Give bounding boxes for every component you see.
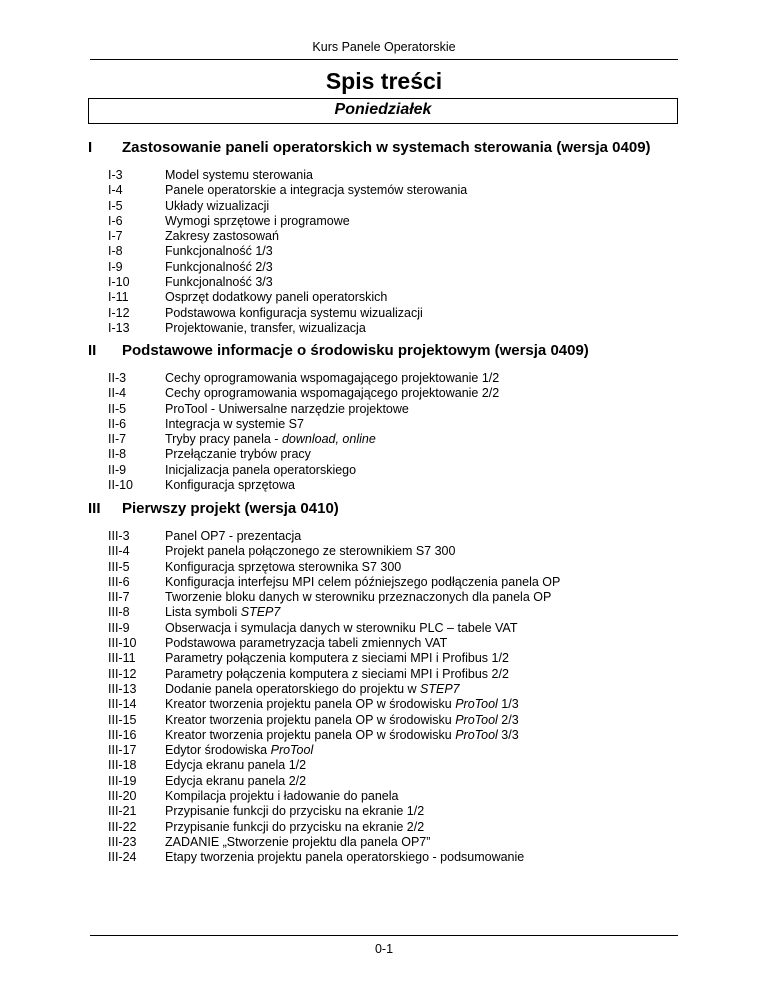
entry-page-ref: II-10: [108, 478, 134, 493]
entry-title-italic: ProTool: [455, 727, 498, 742]
entry-title: [165, 774, 306, 789]
entry-title: [165, 244, 273, 259]
entry-page-ref: III-11: [108, 651, 136, 666]
toc-entry: [88, 713, 688, 728]
entry-title: [165, 183, 467, 198]
toc-entry: [88, 199, 688, 214]
page-number: 0-1: [374, 942, 394, 956]
entry-title: [165, 199, 269, 214]
entry-page-ref: I-5: [108, 198, 123, 213]
entry-title: [165, 260, 273, 275]
entry-title-part: Przypisanie funkcji do przycisku na ekranie 2/2: [165, 819, 425, 834]
entry-title: [165, 432, 376, 447]
toc-entry: [88, 244, 688, 259]
toc-entry: [88, 260, 688, 275]
entry-page-ref: III-14: [108, 697, 137, 712]
entry-title: [165, 682, 460, 697]
toc-entry: [88, 306, 688, 321]
toc-entry: [88, 682, 688, 697]
entry-title: [165, 758, 306, 773]
entry-page-ref: I-8: [108, 244, 123, 259]
entry-title: [165, 636, 447, 651]
toc-entry: [88, 183, 688, 198]
toc-entry: [88, 667, 688, 682]
toc-entry: [88, 804, 688, 819]
entry-page-ref: II-3: [108, 371, 127, 385]
toc-entry: [88, 275, 688, 290]
entry-title: [165, 478, 295, 493]
entry-page-ref: I-6: [108, 213, 123, 228]
toc-entry: [88, 575, 688, 590]
entry-title-italic: download, online: [281, 432, 376, 447]
entry-title-part: Funkcjonalność 1/3: [165, 244, 273, 259]
entry-page-ref: III-21: [108, 804, 137, 819]
entry-title-part: Przełączanie trybów pracy: [165, 447, 311, 462]
section-heading: [88, 342, 688, 364]
entry-title-part: 2/3: [497, 712, 519, 727]
entry-title-part: Parametry połączenia komputera z sieciami MPI i Profibus 2/2: [165, 666, 509, 681]
entry-title: [165, 371, 499, 386]
entry-title: [165, 651, 509, 666]
entry-page-ref: III-3: [108, 529, 130, 543]
entry-title: [165, 789, 398, 804]
entry-title-part: 3/3: [497, 727, 519, 742]
entry-page-ref: II-9: [108, 462, 127, 477]
entry-title-part: Tworzenie bloku danych w sterowniku przeznaczonych dla panela OP: [165, 590, 552, 605]
entry-title: [165, 697, 519, 712]
toc-entry: [88, 290, 688, 305]
entry-title-part: Kreator tworzenia projektu panela OP w środowisku: [165, 727, 456, 742]
entry-page-ref: III-12: [108, 666, 137, 681]
entry-page-ref: I-3: [108, 168, 123, 182]
entry-title-part: Układy wizualizacji: [165, 198, 270, 213]
toc-entry: [88, 560, 688, 575]
entry-page-ref: III-7: [108, 590, 130, 605]
entry-title-part: Funkcjonalność 3/3: [165, 275, 273, 290]
day-banner: [88, 98, 678, 124]
entry-page-ref: III-8: [108, 605, 130, 620]
footer-rule: [90, 935, 678, 936]
entry-title-part: Edycja ekranu panela 2/2: [165, 773, 307, 788]
entry-page-ref: III-22: [108, 819, 137, 834]
running-header: Kurs Panele Operatorskie: [312, 40, 456, 54]
section-number: III: [88, 500, 101, 517]
section-entries: [88, 529, 688, 866]
entry-title-part: Wymogi sprzętowe i programowe: [165, 213, 350, 228]
entry-page-ref: II-8: [108, 447, 127, 462]
section-entries: [88, 168, 688, 336]
toc-entry: [88, 417, 688, 432]
section-title: Zastosowanie paneli operatorskich w systemach sterowania (wersja 0409): [122, 139, 651, 156]
entry-title: [165, 306, 423, 321]
entry-title: [165, 560, 401, 575]
entry-title: [165, 529, 301, 544]
entry-page-ref: III-19: [108, 773, 137, 788]
toc-entry: [88, 590, 688, 605]
toc-entry: [88, 229, 688, 244]
toc-section-3: [88, 500, 688, 866]
entry-page-ref: III-13: [108, 681, 137, 696]
entry-title-part: Projekt panela połączonego ze sterownikiem S7 300: [165, 544, 456, 559]
entry-title-part: Przypisanie funkcji do przycisku na ekranie 1/2: [165, 804, 425, 819]
toc-entry: [88, 774, 688, 789]
entry-title-part: Konfiguracja sprzętowa: [165, 478, 295, 493]
toc-entry: [88, 697, 688, 712]
entry-title-part: Tryby pracy panela -: [165, 432, 282, 447]
entry-page-ref: III-6: [108, 574, 130, 589]
entry-title: [165, 590, 551, 605]
toc-entry: [88, 478, 688, 493]
toc-section-1: [88, 139, 688, 336]
section-number: I: [88, 139, 93, 156]
entry-page-ref: I-10: [108, 275, 130, 290]
entry-title: [165, 544, 455, 559]
entry-page-ref: I-13: [108, 320, 130, 335]
entry-page-ref: III-15: [108, 712, 137, 727]
entry-title-part: Podstawowa konfiguracja systemu wizualizacji: [165, 305, 423, 320]
entry-page-ref: I-11: [108, 290, 129, 305]
toc-entry: [88, 636, 688, 651]
entry-title-part: Kreator tworzenia projektu panela OP w środowisku: [165, 712, 456, 727]
toc-entry: [88, 371, 688, 386]
toc-entry: [88, 168, 688, 183]
entry-page-ref: III-20: [108, 789, 137, 804]
entry-title-part: Kompilacja projektu i ładowanie do panela: [165, 789, 399, 804]
entry-title-part: 1/3: [497, 697, 519, 712]
entry-page-ref: II-7: [108, 432, 127, 447]
entry-title-part: Inicjalizacja panela operatorskiego: [165, 462, 357, 477]
entry-title: [165, 820, 424, 835]
entry-title-part: Zakresy zastosowań: [165, 229, 279, 244]
entry-page-ref: I-9: [108, 259, 123, 274]
entry-title-part: Parametry połączenia komputera z sieciami MPI i Profibus 1/2: [165, 651, 509, 666]
entry-title-italic: ProTool: [270, 743, 314, 758]
entry-title-part: Edycja ekranu panela 1/2: [165, 758, 307, 773]
toc-entry: [88, 447, 688, 462]
entry-page-ref: III-16: [108, 727, 137, 742]
entry-title-part: Kreator tworzenia projektu panela OP w środowisku: [165, 697, 456, 712]
entry-page-ref: I-7: [108, 229, 123, 244]
entry-title: [165, 804, 424, 819]
day-label: Poniedziałek: [334, 101, 432, 118]
entry-title: [165, 621, 517, 636]
entry-title: [165, 575, 560, 590]
header-rule: [90, 59, 678, 60]
entry-page-ref: I-12: [108, 305, 130, 320]
entry-title: [165, 835, 430, 850]
entry-title: [165, 275, 273, 290]
entry-title-italic: STEP7: [240, 605, 281, 620]
entry-title-part: Panele operatorskie a integracja systemów sterowania: [165, 183, 468, 198]
entry-title-part: Osprzęt dodatkowy paneli operatorskich: [165, 290, 388, 305]
entry-title-italic: ProTool: [455, 697, 498, 712]
entry-page-ref: III-5: [108, 559, 130, 574]
entry-page-ref: III-18: [108, 758, 137, 773]
entry-title-part: Lista symboli: [165, 605, 241, 620]
toc-entry: [88, 789, 688, 804]
toc-entry: [88, 835, 688, 850]
entry-title-part: ProTool - Uniwersalne narzędzie projektowe: [165, 401, 409, 416]
entry-title-part: Edytor środowiska: [165, 743, 271, 758]
entry-title: [165, 290, 387, 305]
entry-title: [165, 229, 279, 244]
entry-title-part: ZADANIE „Stworzenie projektu dla panela OP7”: [165, 834, 431, 849]
toc-entry: [88, 820, 688, 835]
section-heading: [88, 139, 688, 161]
entry-page-ref: III-23: [108, 834, 137, 849]
entry-page-ref: II-6: [108, 416, 127, 431]
toc-entry: [88, 432, 688, 447]
toc-entry: [88, 529, 688, 544]
section-number: II: [88, 342, 97, 359]
entry-page-ref: III-4: [108, 544, 130, 559]
entry-title-italic: STEP7: [420, 681, 460, 696]
entry-title: [165, 214, 350, 229]
section-entries: [88, 371, 688, 493]
entry-page-ref: III-24: [108, 850, 137, 865]
toc-entry: [88, 321, 688, 336]
toc-section-2: [88, 342, 688, 493]
toc-entry: [88, 605, 688, 620]
entry-title-part: Projektowanie, transfer, wizualizacja: [165, 320, 366, 335]
entry-title-part: Obserwacja i symulacja danych w sterowniku PLC – tabele VAT: [165, 620, 518, 635]
entry-title-part: Integracja w systemie S7: [165, 416, 304, 431]
entry-page-ref: III-10: [108, 636, 137, 651]
entry-title: [165, 463, 356, 478]
entry-page-ref: II-4: [108, 386, 127, 401]
entry-title: [165, 713, 519, 728]
entry-title-part: Podstawowa parametryzacja tabeli zmiennych VAT: [165, 636, 448, 651]
entry-page-ref: III-9: [108, 620, 130, 635]
entry-title-part: Dodanie panela operatorskiego do projektu w: [165, 681, 421, 696]
entry-title-italic: ProTool: [455, 712, 498, 727]
entry-page-ref: I-4: [108, 183, 123, 198]
entry-title: [165, 417, 304, 432]
entry-title: [165, 321, 366, 336]
entry-title-part: Panel OP7 - prezentacja: [165, 529, 302, 543]
toc-entry: [88, 463, 688, 478]
entry-title-part: Etapy tworzenia projektu panela operatorskiego - podsumowanie: [165, 850, 525, 865]
entry-page-ref: III-17: [108, 743, 137, 758]
toc-entry: [88, 758, 688, 773]
entry-page-ref: II-5: [108, 401, 127, 416]
entry-title: [165, 447, 311, 462]
entry-title: [165, 402, 409, 417]
toc-entry: [88, 214, 688, 229]
toc-entry: [88, 621, 688, 636]
entry-title: [165, 743, 313, 758]
entry-title-part: Konfiguracja sprzętowa sterownika S7 300: [165, 559, 402, 574]
toc-entry: [88, 850, 688, 865]
entry-title-part: Cechy oprogramowania wspomagającego projektowanie 2/2: [165, 386, 500, 401]
entry-title: [165, 168, 313, 183]
entry-title-part: Funkcjonalność 2/3: [165, 259, 273, 274]
entry-title-part: Konfiguracja interfejsu MPI celem późniejszego podłączenia panela OP: [165, 574, 561, 589]
entry-title-part: Model systemu sterowania: [165, 168, 313, 182]
entry-title: [165, 667, 509, 682]
entry-title: [165, 728, 519, 743]
section-heading: [88, 500, 688, 522]
toc-entry: [88, 728, 688, 743]
toc-entry: [88, 544, 688, 559]
page-title: Spis treści: [325, 68, 443, 94]
entry-title-part: Cechy oprogramowania wspomagającego projektowanie 1/2: [165, 371, 500, 385]
toc-entry: [88, 651, 688, 666]
entry-title: [165, 850, 524, 865]
entry-title: [165, 605, 280, 620]
section-title: Podstawowe informacje o środowisku projektowym (wersja 0409): [122, 342, 589, 359]
toc-entry: [88, 743, 688, 758]
toc-entry: [88, 402, 688, 417]
section-title: Pierwszy projekt (wersja 0410): [122, 500, 339, 517]
entry-title: [165, 386, 499, 401]
toc-entry: [88, 386, 688, 401]
